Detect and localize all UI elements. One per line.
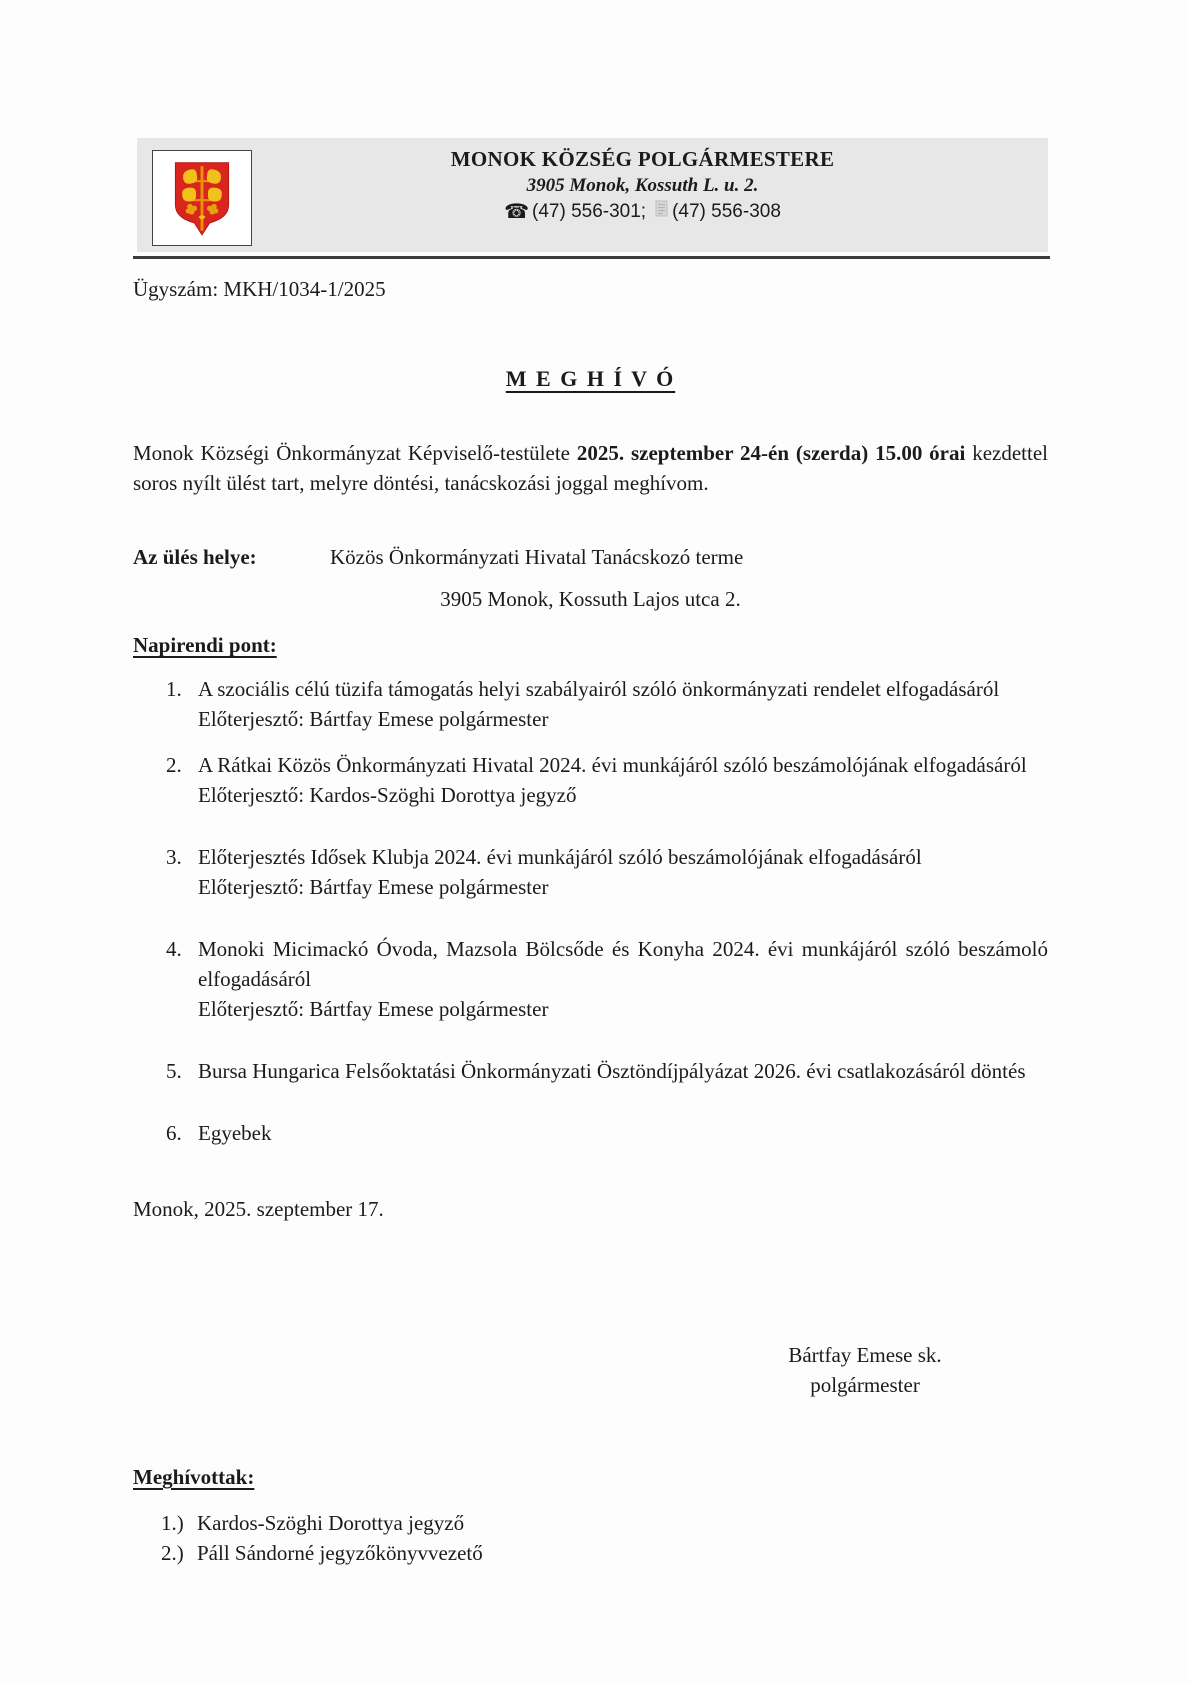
signature-name: Bártfay Emese sk. — [788, 1343, 942, 1367]
agenda-item-number: 5. — [166, 1059, 182, 1083]
venue-name: Közös Önkormányzati Hivatal Tanácskozó terme — [330, 545, 744, 569]
agenda-item-number: 1. — [166, 677, 182, 701]
phone-number: (47) 556-301; — [532, 200, 647, 222]
agenda-list — [133, 674, 1048, 1148]
agenda-item-5 — [166, 1056, 1048, 1086]
agenda-item-4 — [166, 934, 1048, 1024]
agenda-heading: Napirendi pont: — [133, 633, 277, 657]
venue-address: 3905 Monok, Kossuth Lajos utca 2. — [440, 587, 741, 611]
agenda-item-number: 2. — [166, 753, 182, 777]
agenda-item-2 — [166, 750, 1048, 810]
agenda-item-text: Bursa Hungarica Felsőoktatási Önkormányzati Ösztöndíjpályázat 2026. évi csatlakozásáról döntés — [198, 1059, 1026, 1083]
venue-row — [133, 542, 1048, 572]
agenda-item-6 — [166, 1118, 1048, 1148]
document-body — [133, 274, 1048, 1568]
intro-date-bold: 2025. szeptember 24-én (szerda) 15.00 órai — [576, 441, 966, 465]
invitee-item-1 — [161, 1508, 1048, 1538]
invitee-name: Páll Sándorné jegyzőkönyvvezető — [197, 1541, 483, 1565]
agenda-item-presenter: Előterjesztő: Bártfay Emese polgármester — [198, 997, 549, 1021]
signature-block — [745, 1340, 985, 1400]
agenda-item-text: Monoki Micimackó Óvoda, Mazsola Bölcsőde és Konyha 2024. évi munkájáról szóló beszámoló elfogadásáról — [198, 937, 1048, 991]
agenda-item-presenter: Előterjesztő: Kardos-Szöghi Dorottya jegyző — [198, 783, 577, 807]
org-address: 3905 Monok, Kossuth L. u. 2. — [526, 175, 759, 196]
signature-title: polgármester — [810, 1373, 920, 1397]
agenda-item-presenter: Előterjesztő: Bártfay Emese polgármester — [198, 875, 549, 899]
dateline: Monok, 2025. szeptember 17. — [133, 1197, 384, 1221]
monok-coat-of-arms-icon — [158, 155, 246, 241]
fax-number: (47) 556-308 — [672, 200, 781, 222]
org-name: MONOK KÖZSÉG POLGÁRMESTERE — [450, 147, 835, 171]
coat-of-arms — [152, 150, 252, 246]
agenda-item-1 — [166, 674, 1048, 734]
invitee-list — [133, 1508, 1048, 1568]
venue-label: Az ülés helye: — [133, 545, 257, 569]
phone-icon: ☎ — [504, 200, 530, 223]
agenda-item-presenter: Előterjesztő: Bártfay Emese polgármester — [198, 707, 549, 731]
intro-post: kezdettel soros nyílt ülést tart, melyre döntési, tanácskozási joggal meghívom. — [133, 441, 1048, 495]
agenda-item-3 — [166, 842, 1048, 902]
agenda-item-number: 3. — [166, 845, 182, 869]
intro-paragraph — [133, 438, 1048, 498]
invitee-name: Kardos-Szöghi Dorottya jegyző — [197, 1511, 465, 1535]
invitee-number: 2.) — [161, 1541, 184, 1565]
agenda-item-text: Előterjesztés Idősek Klubja 2024. évi munkájáról szóló beszámolójának elfogadásáról — [198, 845, 922, 869]
intro-pre: Monok Községi Önkormányzat Képviselő-testülete — [133, 441, 577, 465]
letterhead — [137, 138, 1048, 252]
agenda-item-number: 6. — [166, 1121, 182, 1145]
org-contacts — [257, 200, 1028, 223]
agenda-item-text: A szociális célú tüzifa támogatás helyi szabályairól szóló önkormányzati rendelet elfogadásáról — [198, 677, 1000, 701]
agenda-item-text: Egyebek — [198, 1121, 272, 1145]
invitee-item-2 — [161, 1538, 1048, 1568]
invitee-number: 1.) — [161, 1511, 184, 1535]
case-number: Ügyszám: MKH/1034-1/2025 — [133, 277, 386, 301]
letterhead-text — [257, 145, 1028, 223]
fax-icon — [655, 200, 668, 223]
header-divider — [133, 256, 1050, 259]
agenda-item-text: A Rátkai Közös Önkormányzati Hivatal 2024. évi munkájáról szóló beszámolójának elfogadásáról — [198, 753, 1027, 777]
agenda-item-number: 4. — [166, 937, 182, 961]
document-title: M E G H Í V Ó — [505, 366, 676, 391]
invitees-heading: Meghívottak: — [133, 1465, 255, 1489]
